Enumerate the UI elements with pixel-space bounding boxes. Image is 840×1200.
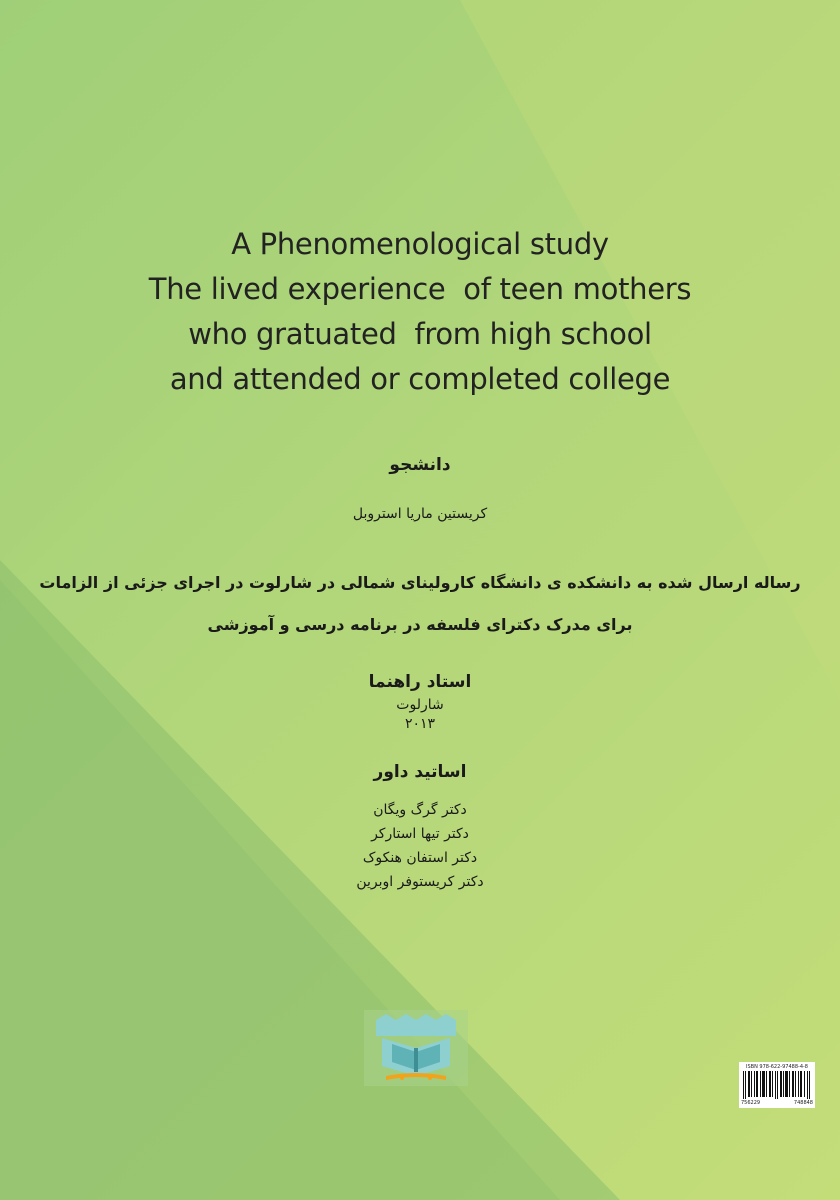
student-name: کریستین ماریا استروبل [352, 506, 488, 522]
barcode-digits-left: 756229 [741, 1100, 761, 1106]
referees-list [0, 798, 840, 894]
publication-year: ۲۰۱۳ [404, 716, 436, 732]
title-line-4: and attended or completed college [169, 362, 671, 396]
barcode-digits-right: 748848 [793, 1100, 813, 1106]
isbn-barcode [739, 1062, 815, 1108]
title-line-2: The lived experience of teen mothers [148, 272, 692, 306]
book-publisher-logo-icon [362, 1008, 470, 1088]
referee-name: دکتر تیها استارکر [371, 826, 469, 842]
thesis-line-2: برای مدرک دکترای فلسفه در برنامه درسی و آموزشی [207, 615, 633, 634]
title-line-1: A Phenomenological study [231, 227, 609, 261]
referee-name: دکتر گرگ ویگان [373, 802, 467, 818]
thesis-line-1: رساله ارسال شده به دانشکده ی دانشگاه کارولینای شمالی در شارلوت در اجرای جزئی از الزامات [39, 573, 801, 592]
referees-heading: اساتید داور [373, 762, 467, 782]
referee-name: دکتر استفان هنکوک [362, 850, 478, 866]
title-line-3: who gratuated from high school [188, 317, 652, 351]
advisor-heading: استاد راهنما [368, 672, 472, 692]
isbn-text: ISBN 978-622-97488-4-8 [746, 1064, 808, 1070]
city-name: شارلوت [396, 697, 444, 713]
referee-name: دکتر کریستوفر اوبرین [356, 874, 484, 890]
student-heading: دانشجو [389, 455, 451, 475]
barcode-digits [741, 1100, 813, 1106]
english-title [0, 222, 840, 402]
thesis-statement [10, 562, 830, 646]
barcode-bars [743, 1071, 811, 1099]
